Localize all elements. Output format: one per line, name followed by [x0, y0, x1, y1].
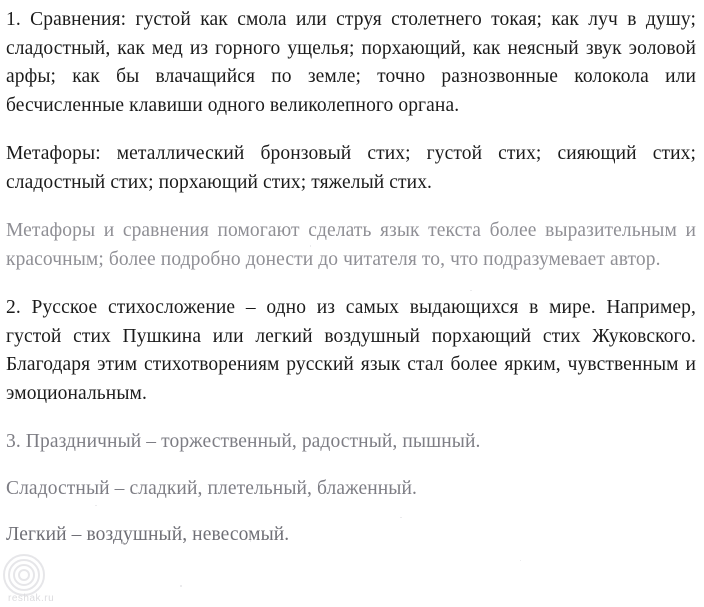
paragraph-comparisons: 1. Сравнения: густой как смола или струя столетнего токая; как луч в душу; сладостный, как мед из горного ущелья; порхающий, как неясный звук эоловой арфы; как бы влачащийся по земле; точно разнозвонные колокола или бесчисленные клавиши одного великолепного органа.	[6, 9, 696, 116]
watermark-label: reshak.ru	[8, 593, 55, 604]
paragraph-metaphors: Метафоры: металлический бронзовый стих; густой стих; сияющий стих; сладостный стих; порхающий стих; тяжелый стих.	[6, 143, 696, 193]
paragraph-russian-versification: 2. Русское стихосложение – одно из самых выдающихся в мире. Например, густой стих Пушкина или легкий воздушный порхающий стих Жуковского. Благодаря этим стихотворениям русский язык стал более ярким, чувственным и эмоциональным.	[6, 297, 696, 404]
paragraph-metaphors-role: Метафоры и сравнения помогают сделать язык текста более выразительным и красочным; более подробно донести до читателя то, что подразумевает автор.	[6, 220, 696, 270]
paragraph-synonyms-festive: 3. Праздничный – торжественный, радостный, пышный.	[6, 431, 481, 452]
paragraph-synonyms-light: Легкий – воздушный, невесомый.	[6, 524, 290, 545]
paragraph-synonyms-sweet: Сладостный – сладкий, плетельный, блаженный.	[6, 477, 417, 499]
